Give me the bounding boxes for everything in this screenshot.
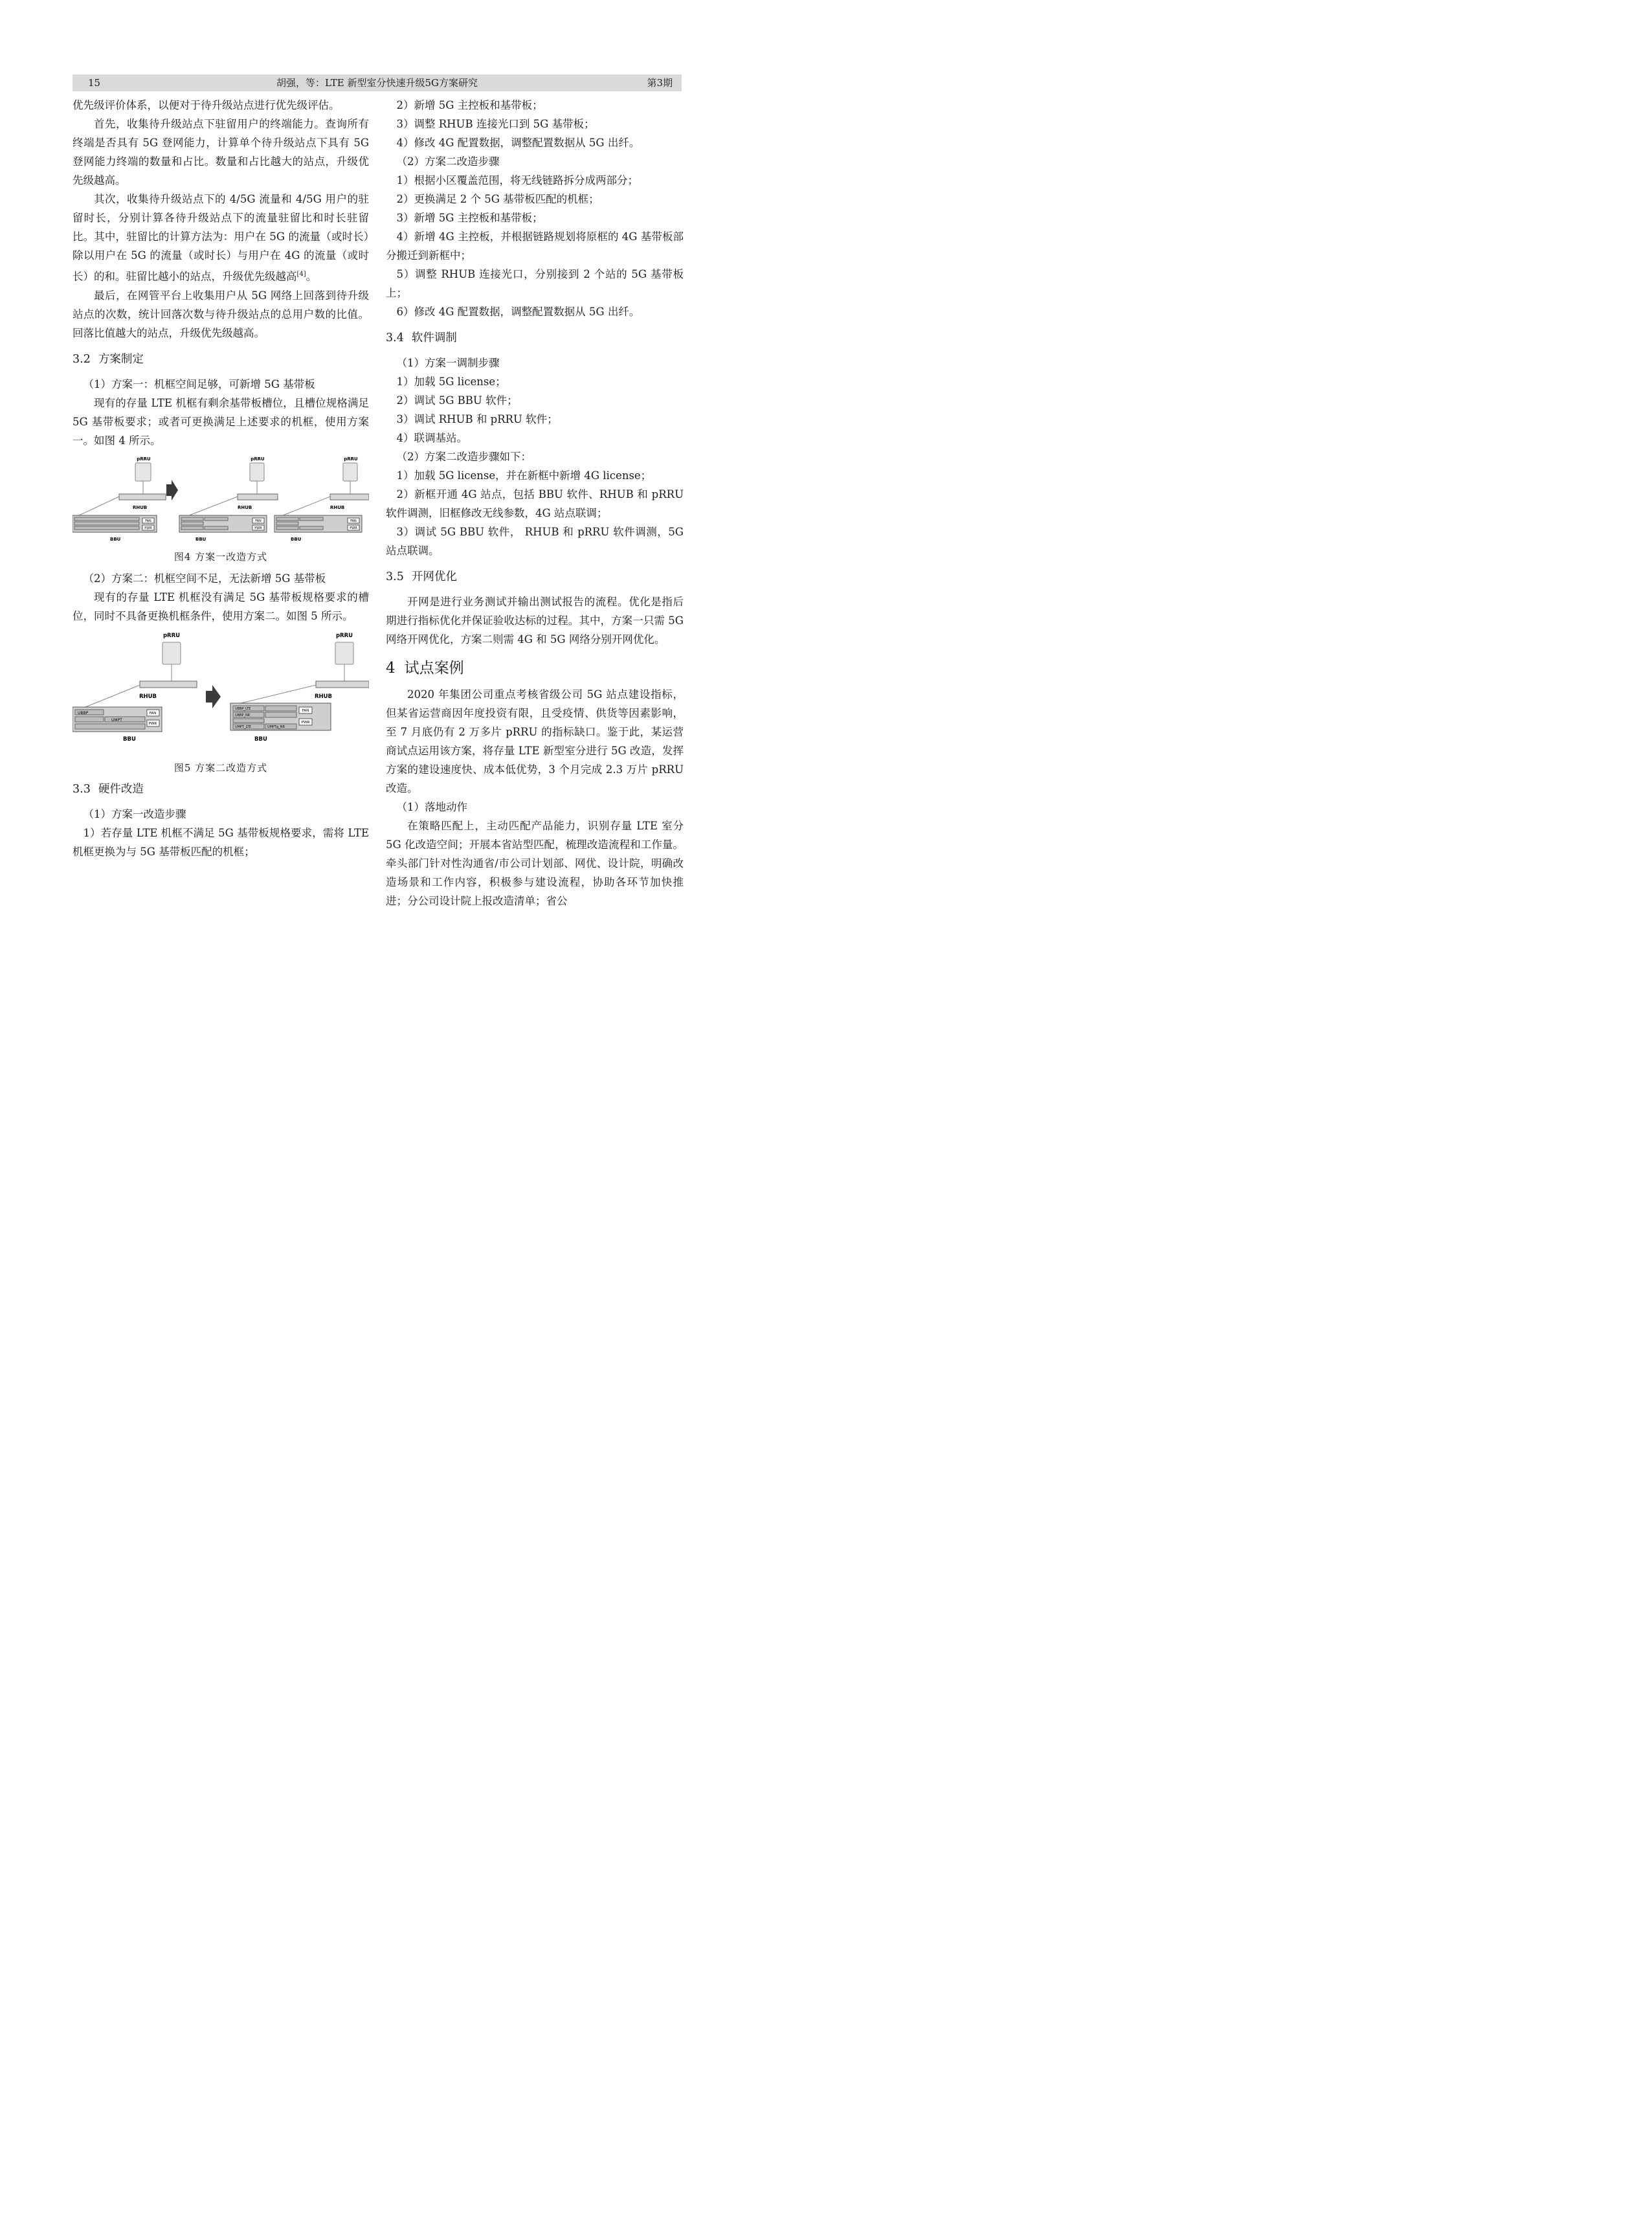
svg-text:FAN: FAN — [145, 519, 151, 523]
list-item: 2）调试 5G BBU 软件； — [396, 394, 518, 407]
section-heading: 3.3 硬件改造 — [73, 782, 144, 796]
paragraph: 首先，收集待升级站点下驻留用户的终端能力。查询所有终端是否具有 5G 登网能力，计算单个待升级站点下具有 5G 登网能力终端的数量和占比。数量和占比越大的站点，升级优先级越高。 — [73, 118, 369, 186]
svg-text:BBU: BBU — [195, 536, 206, 542]
list-item: 3）调试 RHUB 和 pRRU 软件； — [396, 413, 558, 425]
svg-text:FAN: FAN — [149, 711, 157, 715]
arrow-icon — [166, 480, 178, 500]
svg-text:UBBP: UBBP — [78, 710, 89, 715]
list-item: 4）新增 4G 主控板，并根据链路规划将原框的 4G 基带板部分搬迁到新框中； — [386, 230, 684, 262]
svg-text:UBBP_NR: UBBP_NR — [235, 713, 251, 717]
prru-label: pRRU — [137, 456, 151, 462]
right-column — [386, 96, 684, 910]
figure-5-group-before — [73, 633, 197, 743]
svg-text:FAN: FAN — [302, 708, 309, 713]
figure-4-caption: 图4 方案一改造方式 — [173, 550, 268, 563]
paragraph: 现有的存量 LTE 机框没有满足 5G 基带板规格要求的槽位，同时不具备更换机框条件，使用方案二。如图 5 所示。 — [73, 590, 369, 622]
figure-5-diagram — [73, 629, 369, 756]
figure-4-diagram — [73, 454, 369, 545]
svg-text:pRRU: pRRU — [251, 456, 265, 462]
list-item: 6）修改 4G 配置数据，调整配置数据从 5G 出纤。 — [396, 306, 640, 318]
svg-text:UMPTg_NR: UMPTg_NR — [267, 725, 285, 729]
list-item: （2）方案二改造步骤 — [396, 155, 500, 168]
list-item: 4）修改 4G 配置数据，调整配置数据从 5G 出纤。 — [396, 137, 640, 149]
figure-4 — [73, 454, 369, 567]
left-column — [73, 96, 369, 861]
list-item: 1）加载 5G license，并在新框中新增 4G license； — [396, 469, 652, 482]
paragraph: 2020 年集团公司重点考核省级公司 5G 站点建设指标，但某省运营商因年度投资有限，且受疫情、供货等因素影响，至 7 月底仍有 2 万多片 pRRU 的指标缺口。鉴于此，某运营商试点运用该方案，将存量 LTE 新型室分进行 5G 改造，发挥方案的建设速度快、成本低优势，3 个月完成 2.3 万片 pRRU 改造。 — [386, 688, 684, 794]
section-heading: 3.5 开网优化 — [386, 570, 457, 583]
list-item: （1）方案一调制步骤 — [396, 357, 500, 369]
list-item: 4）联调基站。 — [396, 432, 467, 444]
figure-4-group-before — [73, 456, 166, 542]
arrow-icon — [206, 685, 221, 708]
list-item: 1）根据小区覆盖范围，将无线链路拆分成两部分； — [396, 174, 638, 186]
paragraph: （2）方案二：机框空间不足，无法新增 5G 基带板 — [83, 572, 326, 585]
rhub-device — [119, 494, 166, 500]
prru-device — [162, 642, 181, 664]
paragraph: （1）落地动作 — [396, 801, 467, 813]
section-heading: 3.4 软件调制 — [386, 332, 457, 344]
paragraph: （1）方案一改造步骤 — [83, 807, 186, 820]
paragraph: 在策略匹配上，主动匹配产品能力，识别存量 LTE 室分 5G 化改造空间；开展本省站型匹配，梳理改造流程和工作量。牵头部门针对性沟通省/市公司计划部、网优、设计院，明确改造场景和工作内容，积极参与建设流程，协助各环节加快推进；分公司设计院上报改造清单；省公 — [386, 820, 684, 907]
rhub-label: RHUB — [133, 504, 148, 510]
prru-label: pRRU — [162, 632, 181, 639]
svg-text:FAN: FAN — [350, 519, 357, 523]
svg-text:RHUB: RHUB — [330, 504, 345, 510]
paragraph: 最后，在网管平台上收集用户从 5G 网络上回落到待升级站点的次数，统计回落次数与待升级站点的总用户数的比值。回落比值越大的站点，升级优先级越高。 — [73, 289, 369, 339]
paragraph: 其次，收集待升级站点下的 4/5G 流量和 4/5G 用户的驻留时长，分别计算各待升级站点下的流量驻留比和时长驻留比。其中，驻留比的计算方法为：用户在 5G 的流量（或时长）除以用户在 5G 的流量（或时长）与用户在 4G 的流量（或时长）的和。驻留比越小的站点，升级优先级越高[4]。 — [73, 193, 369, 283]
bbu-label: BBU — [123, 736, 136, 743]
svg-text:PWR: PWR — [148, 721, 157, 726]
paragraph: 1）若存量 LTE 机框不满足 5G 基带板规格要求，需将 LTE 机框更换为与 5G 基带板匹配的机框； — [73, 826, 369, 858]
svg-text:PWR: PWR — [144, 526, 152, 530]
svg-text:UMPT_LTE: UMPT_LTE — [235, 725, 251, 729]
svg-text:FAN: FAN — [255, 519, 262, 523]
figure-4-group-after-b — [274, 456, 369, 542]
svg-text:pRRU: pRRU — [335, 632, 353, 639]
paragraph: 现有的存量 LTE 机框有剩余基带板槽位，且槽位规格满足 5G 基带板要求；或者可更换满足上述要求的机框，使用方案一。如图 4 所示。 — [73, 396, 369, 447]
svg-text:PWR: PWR — [301, 720, 310, 725]
svg-text:RHUB: RHUB — [315, 693, 333, 700]
rhub-label: RHUB — [139, 693, 157, 700]
citation-ref[interactable]: [4] — [296, 271, 306, 278]
bbu-label: BBU — [110, 536, 121, 542]
svg-text:BBU: BBU — [291, 536, 302, 542]
svg-text:PWR: PWR — [350, 526, 357, 530]
rhub-device — [140, 681, 197, 688]
figure-5-caption: 图5 方案二改造方式 — [173, 761, 268, 774]
section-heading: 3.2 方案制定 — [73, 352, 144, 366]
issue-number: 第3期 — [647, 77, 673, 89]
prru-device — [135, 463, 151, 481]
svg-text:BBU: BBU — [254, 736, 267, 743]
svg-text:pRRU: pRRU — [344, 456, 358, 462]
page-number: 15 — [88, 77, 101, 89]
list-item: 2）新增 5G 主控板和基带板； — [396, 99, 543, 111]
list-item: （2）方案二改造步骤如下： — [396, 451, 531, 463]
paragraph: （1）方案一：机框空间足够，可新增 5G 基带板 — [83, 377, 315, 390]
list-item: 3）新增 5G 主控板和基带板； — [396, 212, 543, 224]
svg-text:PWR: PWR — [254, 526, 262, 530]
paragraph: 优先级评价体系，以便对于待升级站点进行优先级评估。 — [73, 99, 340, 111]
list-item: 2）更换满足 2 个 5G 基带板匹配的机框； — [396, 193, 599, 205]
figure-4-group-after-a — [179, 456, 278, 542]
list-item: 3）调整 RHUB 连接光口到 5G 基带板； — [396, 118, 595, 130]
svg-text:RHUB: RHUB — [238, 504, 252, 510]
chapter-heading: 4 试点案例 — [386, 660, 464, 677]
svg-text:UBBP_LTE: UBBP_LTE — [235, 706, 251, 711]
list-item: 2）新框开通 4G 站点，包括 BBU 软件、RHUB 和 pRRU 软件调测，旧框修改无线参数，4G 站点联调； — [386, 488, 684, 519]
list-item: 3）调试 5G BBU 软件， RHUB 和 pRRU 软件调测，5G 站点联调。 — [386, 526, 684, 557]
figure-5-group-after — [230, 633, 369, 743]
paragraph: 开网是进行业务测试并输出测试报告的流程。优化是指后期进行指标优化并保证验收达标的过程。其中，方案一只需 5G 网络开网优化，方案二则需 4G 和 5G 网络分别开网优化。 — [386, 596, 684, 646]
list-item: 5）调整 RHUB 连接光口，分别接到 2 个站的 5G 基带板上； — [386, 268, 684, 299]
running-header — [73, 74, 682, 91]
list-item: 1）加载 5G license； — [396, 376, 506, 388]
figure-5 — [73, 629, 369, 778]
running-title: 胡强，等：LTE 新型室分快速升级5G方案研究 — [276, 77, 478, 89]
svg-text:UMPT: UMPT — [111, 717, 122, 723]
